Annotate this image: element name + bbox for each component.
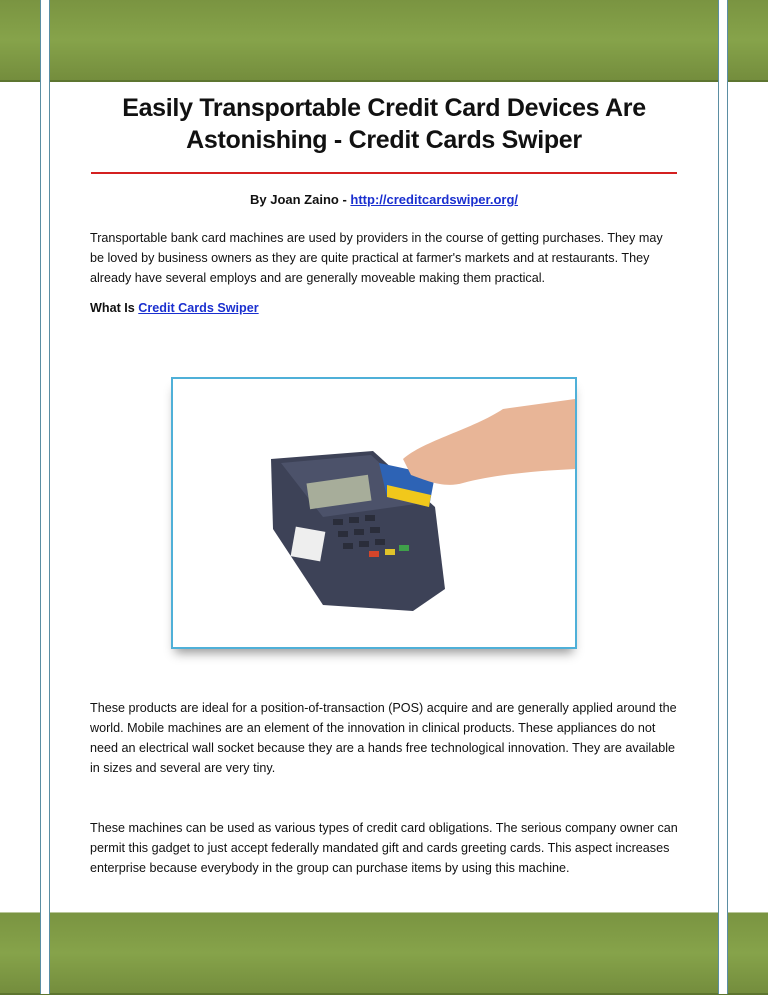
paragraph-2: These products are ideal for a position-of-transaction (POS) acquire and are generally applied around the world. Mobile machines are an element of the innovation in clinical products. These appliances do not need an electrical wall socket because they are a hands free technological innovation. They are available in sizes and several are very tiny. [90, 701, 677, 775]
byline-link[interactable]: http://creditcardswiper.org/ [350, 192, 518, 207]
byline [90, 192, 678, 207]
subheading-link[interactable]: Credit Cards Swiper [138, 301, 259, 315]
title-divider [91, 172, 677, 174]
footer-band [0, 912, 768, 995]
paragraph-1: Transportable bank card machines are used by providers in the course of getting purchases. They may be loved by business owners as they are quite practical at farmer's markets and at restaurants. They already have several employs and are generally moveable making them practical. [90, 231, 663, 285]
subheading [90, 298, 680, 318]
byline-author: By Joan Zaino - [250, 192, 351, 207]
left-margin-stripe [40, 0, 50, 994]
right-margin-stripe [718, 0, 728, 994]
header-band [0, 0, 768, 82]
card-terminal-image [171, 377, 577, 649]
pos-terminal-illustration [173, 379, 575, 647]
paragraph-3: These machines can be used as various types of credit card obligations. The serious company owner can permit this gadget to just accept federally mandated gift and cards greeting cards. This aspect increases enterprise because everybody in the group can purchase items by using this machine. [90, 821, 678, 875]
page-title: Easily Transportable Credit Card Devices Are Astonishing - Credit Cards Swiper [122, 94, 646, 154]
subheading-text: What Is [90, 301, 139, 315]
